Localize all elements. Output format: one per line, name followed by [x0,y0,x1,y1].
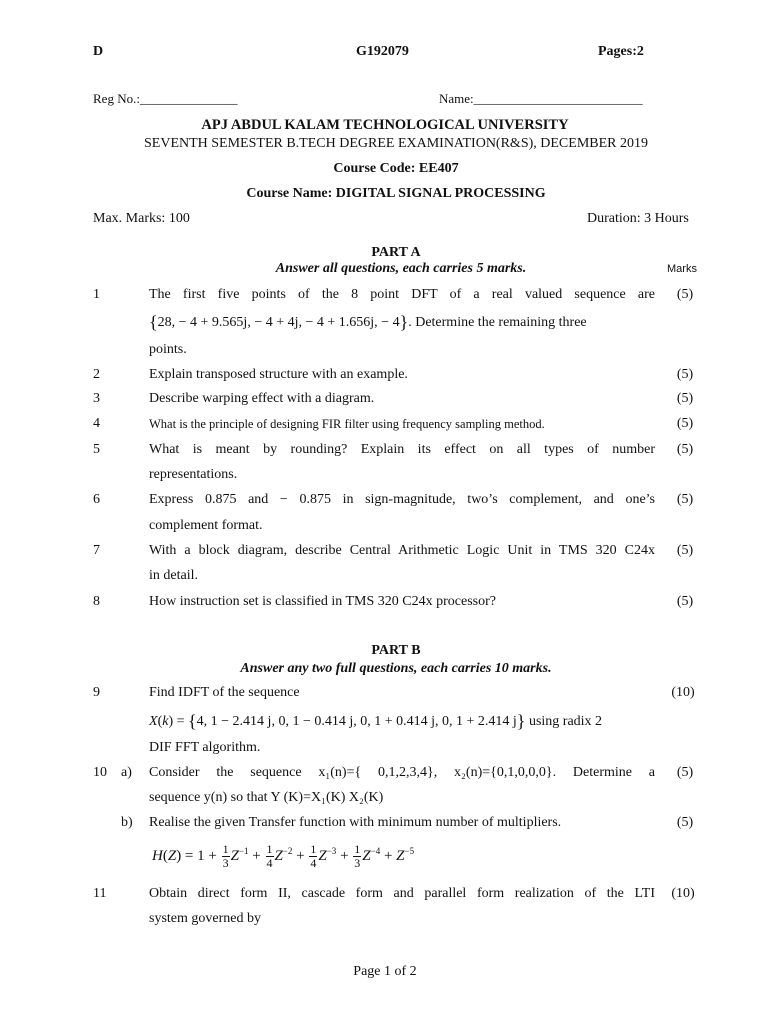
name-field: Name:__________________________ [439,91,643,106]
question-text-continued: complement format. [149,518,263,533]
question-text: Consider the sequence x₁(n)={ 0,1,2,3,4}, x₂(n)={0,1,0,0,0}. Determine a [149,765,655,780]
question-marks: (5) [676,815,694,830]
question-marks: (5) [676,442,694,457]
marks-column-header: Marks [667,263,697,275]
set-label: D [93,44,104,59]
question-text: Find IDFT of the sequence [149,685,300,700]
question-number: 5 [93,442,100,457]
question-text: Describe warping effect with a diagram. [149,391,375,406]
question-text-continued: {28, − 4 + 9.565j, − 4 + 4j, − 4 + 1.656j, − 4}. Determine the remaining three [149,312,587,332]
page-count: Pages:2 [598,44,644,59]
question-marks: (5) [676,765,694,780]
question-number: 1 [93,287,100,302]
part-b-heading: PART B [371,643,421,658]
dft-sequence: {28, − 4 + 9.565j, − 4 + 4j, − 4 + 1.656j, − 4} [149,312,409,332]
question-marks: (10) [671,886,695,901]
university-title: APJ ABDUL KALAM TECHNOLOGICAL UNIVERSITY [201,117,569,133]
question-marks: (5) [676,287,694,302]
idft-sequence: X(k) = {4, 1 − 2.414 j, 0, 1 − 0.414 j, 0, 1 + 0.414 j, 0, 1 + 2.414 j} [149,711,526,731]
question-marks: (5) [676,543,694,558]
question-text-continued: representations. [149,467,238,482]
question-text: What is the principle of designing FIR filter using frequency sampling method. [149,417,545,431]
question-text: How instruction set is classified in TMS 320 C24x processor? [149,594,496,609]
question-text-continued: in detail. [149,568,198,583]
exam-title: SEVENTH SEMESTER B.TECH DEGREE EXAMINATION(R&S), DECEMBER 2019 [144,136,648,151]
question-text: Express 0.875 and − 0.875 in sign-magnitude, two’s complement, and one’s [149,492,655,507]
question-text: Obtain direct form II, cascade form and parallel form realization of the LTI [149,886,655,901]
course-name [0,186,770,202]
question-number: 3 [93,391,100,406]
question-text: Explain transposed structure with an example. [149,367,408,382]
question-marks: (5) [676,492,694,507]
question-text-continued: DIF FFT algorithm. [149,740,261,755]
question-number: 8 [93,594,100,609]
reg-no-field: Reg No.:_______________ [93,91,238,106]
course-name-value: DIGITAL SIGNAL PROCESSING [335,186,546,201]
question-number: 6 [93,492,100,507]
question-number: 9 [93,685,100,700]
question-text-continued: points. [149,342,187,357]
question-number: 2 [93,367,100,382]
max-marks: Max. Marks: 100 [93,211,190,226]
question-text-continued: system governed by [149,911,261,926]
transfer-function-equation: H(Z) = 1 + $\frac{1}{3}$ $Z^{-1}$ + $\frac{1}{4}$ $Z^{-2}$ + $\frac{1}{4}$ $Z^{-3}$ + $\frac{1}{3}$ $Z^{-4} + Z^{-5}$ [152,842,415,870]
question-marks: (5) [676,416,694,431]
part-b-instruction: Answer any two full questions, each carries 10 marks. [240,661,552,676]
question-marks: (5) [676,367,694,382]
question-marks: (10) [671,685,695,700]
question-text: With a block diagram, describe Central Arithmetic Logic Unit in TMS 320 C24x [149,543,655,558]
question-text: What is meant by rounding? Explain its effect on all types of number [149,442,655,457]
page-footer: Page 1 of 2 [353,964,417,979]
sub-question-label: a) [121,765,132,780]
course-name-label: Course Name: [246,186,333,201]
question-marks: (5) [676,594,694,609]
question-number: 10 [93,765,107,780]
question-text-continued: sequence y(n) so that Y (K)=X₁(K) X₂(K) [149,790,384,805]
part-a-instruction: Answer all questions, each carries 5 marks. [275,261,527,276]
question-number: 4 [93,416,100,431]
paper-code: G192079 [356,44,409,59]
part-a-heading: PART A [371,245,421,260]
question-text: Realise the given Transfer function with minimum number of multipliers. [149,815,562,830]
duration: Duration: 3 Hours [587,211,689,226]
question-number: 7 [93,543,100,558]
question-text: The first five points of the 8 point DFT of a real valued sequence are [149,287,655,302]
idft-sequence-line: X(k) = {4, 1 − 2.414 j, 0, 1 − 0.414 j, 0, 1 + 0.414 j, 0, 1 + 2.414 j} using radix 2 [149,711,603,731]
course-code: Course Code: EE407 [333,161,459,176]
sub-question-label: b) [121,815,133,830]
question-number: 11 [93,886,107,901]
question-marks: (5) [676,391,694,406]
